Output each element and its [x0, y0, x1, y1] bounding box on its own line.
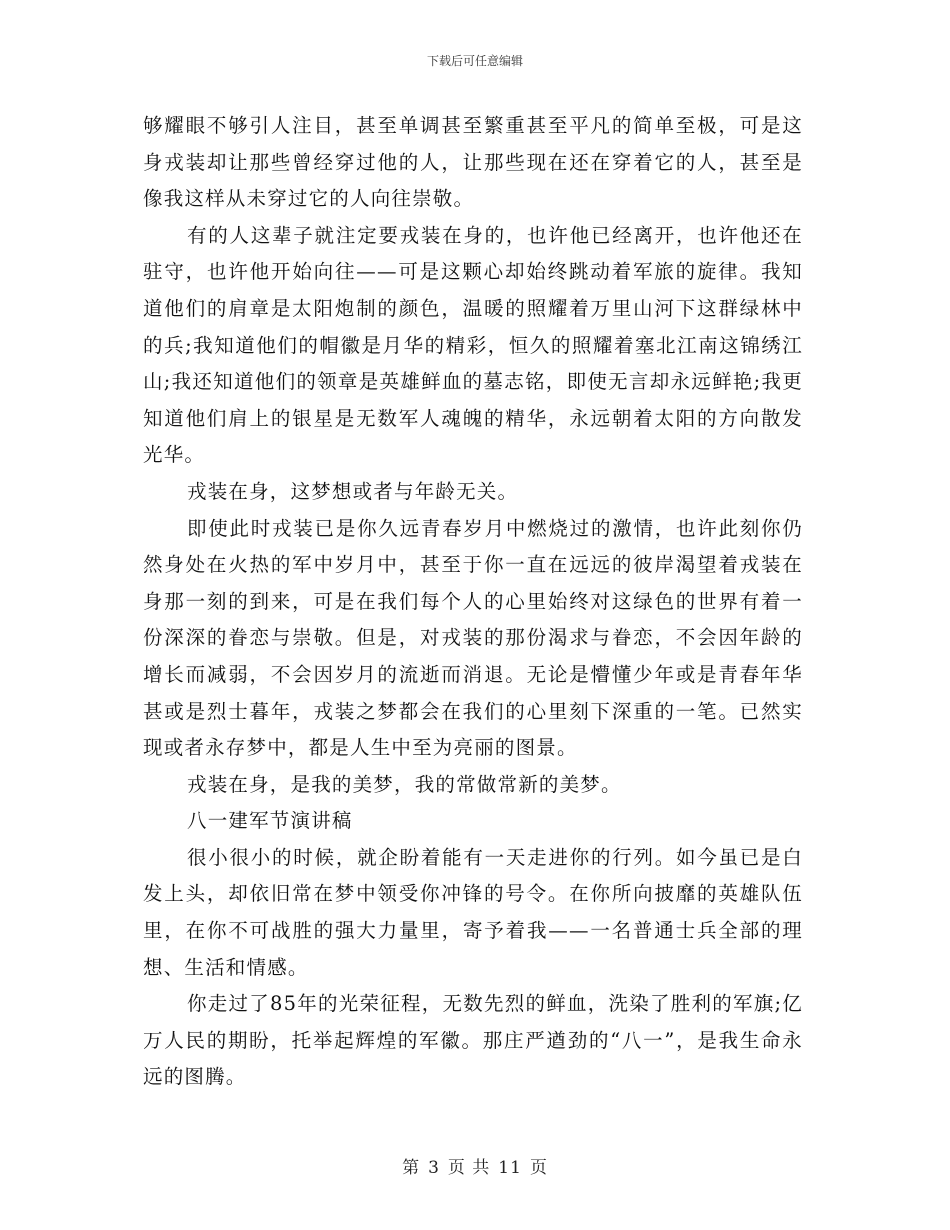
footer-total-pages: 11 [498, 1158, 522, 1178]
paragraph: 你走过了85年的光荣征程，无数先烈的鲜血，洗染了胜利的军旗;亿万人民的期盼，托举起辉煌的军徽。那庄严遒劲的“八一”，是我生命永远的图腾。 [143, 992, 803, 1089]
document-body [143, 108, 803, 1096]
footer-page-number: 3 [428, 1158, 440, 1178]
section-title: 八一建军节演讲稿 [187, 809, 353, 833]
paragraph: 即使此时戎装已是你久远青春岁月中燃烧过的激情，也许此刻你仍然身处在火热的军中岁月中，甚至于你一直在远远的彼岸渴望着戎装在身那一刻的到来，可是在我们每个人的心里始终对这绿色的世界有着一份深深的眷恋与崇敬。但是，对戎装的那份渴求与眷恋，不会因年龄的增长而减弱，不会因岁月的流逝而消退。无论是懵懂少年或是青春年华甚或是烈士暮年，戎装之梦都会在我们的心里刻下深重的一笔。已然实现或者永存梦中，都是人生中至为亮丽的图景。 [143, 516, 803, 760]
page-header: 下载后可任意编辑 [426, 54, 523, 68]
paragraph: 戎装在身，这梦想或者与年龄无关。 [187, 479, 519, 503]
footer-suffix: 页 [529, 1158, 548, 1178]
page-footer [0, 1153, 950, 1178]
footer-prefix: 第 [402, 1158, 421, 1178]
paragraph-continuation: 够耀眼不够引人注目，甚至单调甚至繁重甚至平凡的简单至极，可是这身戎装却让那些曾经穿过他的人，让那些现在还在穿着它的人，甚至是像我这样从未穿过它的人向往崇敬。 [143, 114, 803, 211]
paragraph: 有的人这辈子就注定要戎装在身的，也许他已经离开，也许他还在驻守，也许他开始向往——可是这颗心却始终跳动着军旅的旋律。我知道他们的肩章是太阳炮制的颜色，温暖的照耀着万里山河下这群绿林中的兵;我知道他们的帽徽是月华的精彩，恒久的照耀着塞北江南这锦绣江山;我还知道他们的领章是英雄鲜血的墓志铭，即使无言却永远鲜艳;我更知道他们肩上的银星是无数军人魂魄的精华，永远朝着太阳的方向散发光华。 [143, 223, 803, 467]
footer-middle: 页 共 [447, 1158, 491, 1178]
paragraph: 戎装在身，是我的美梦，我的常做常新的美梦。 [187, 772, 622, 796]
paragraph: 很小很小的时候，就企盼着能有一天走进你的行列。如今虽已是白发上头，却依旧常在梦中领受你冲锋的号令。在你所向披靡的英雄队伍里，在你不可战胜的强大力量里，寄予着我——一名普通士兵全部的理想、生活和情感。 [143, 845, 803, 979]
